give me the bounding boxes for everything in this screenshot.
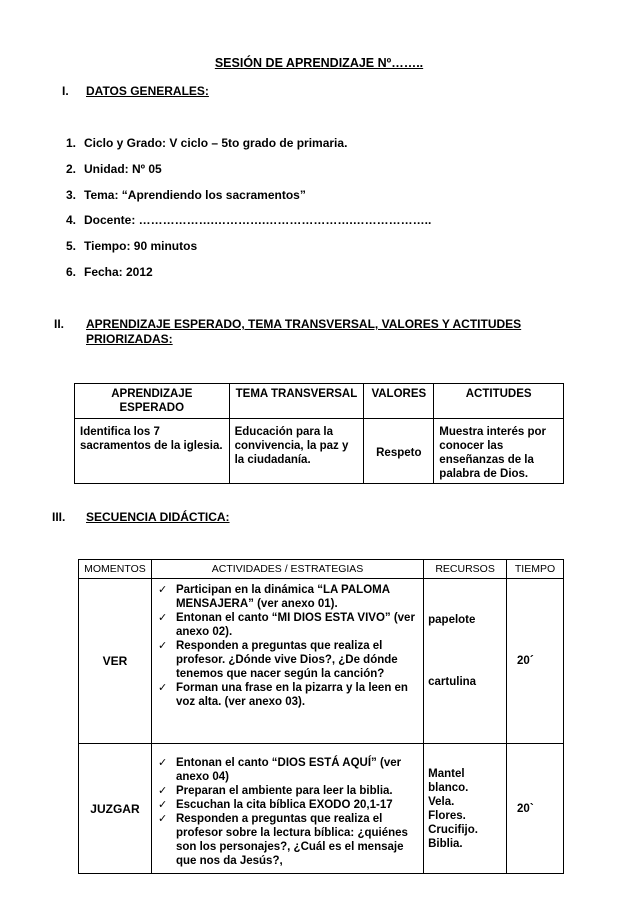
list-item: ✓ Responden a preguntas que realiza el profesor sobre la lectura bíblica: ¿quiénes son los personajes?, ¿Cuál es el mensaje que nos da Jesús?, (156, 812, 419, 868)
section-3-numeral: III. (52, 510, 66, 524)
list-item: ✓ Entonan el canto “MI DIOS ESTA VIVO” (ver anexo 02). (156, 611, 419, 639)
column-header: TEMA TRANSVERSAL (229, 384, 364, 419)
column-header: ACTIVIDADES / ESTRATEGIAS (151, 560, 423, 579)
list-item: 1. Ciclo y Grado: V ciclo – 5to grado de primaria. (66, 136, 348, 150)
list-item: ✓ Responden a preguntas que realiza el profesor. ¿Dónde vive Dios?, ¿De dónde tenemos que nacer según la canción? (156, 639, 419, 681)
resource-item: Mantel blanco. (428, 767, 469, 794)
table-header-row (75, 384, 564, 419)
list-item: ✓ Escuchan la cita bíblica EXODO 20,1-17 (156, 798, 419, 812)
table-row (75, 419, 564, 484)
table-row (79, 579, 564, 744)
list-item: 3. Tema: “Aprendiendo los sacramentos” (66, 188, 306, 202)
table-cell: Educación para la convivencia, la paz y la ciudadanía. (229, 419, 364, 484)
column-header: TIEMPO (507, 560, 564, 579)
resources-cell (424, 744, 507, 874)
list-item: 5. Tiempo: 90 minutos (66, 239, 198, 253)
column-header: APRENDIZAJE ESPERADO (75, 384, 230, 419)
resources-cell (424, 579, 507, 744)
table-cell: Respeto (364, 419, 434, 484)
sequence-table (78, 559, 564, 874)
list-item: ✓ Participan en la dinámica “LA PALOMA MENSAJERA” (ver anexo 01). (156, 583, 419, 611)
section-2-numeral: II. (54, 317, 65, 331)
list-item: 4. Docente: ……………….………….………………….……………….. (66, 213, 432, 227)
column-header: ACTITUDES (434, 384, 564, 419)
resource-item: Crucifijo. (428, 823, 478, 836)
activities-cell (151, 744, 423, 874)
list-item: ✓ Forman una frase en la pizarra y la leen en voz alta. (ver anexo 03). (156, 681, 419, 709)
moment-label: JUZGAR (79, 744, 152, 874)
table-row (79, 744, 564, 874)
column-header: RECURSOS (424, 560, 507, 579)
time-cell: 20` (507, 744, 564, 874)
section-1-heading: DATOS GENERALES: (86, 84, 209, 98)
table-cell: Muestra interés por conocer las enseñanzas de la palabra de Dios. (434, 419, 564, 484)
time-cell: 20´ (507, 579, 564, 744)
list-item: ✓ Preparan el ambiente para leer la biblia. (156, 784, 419, 798)
resource-item: cartulina (428, 676, 477, 688)
table-header-row (79, 560, 564, 579)
list-item: 2. Unidad: Nº 05 (66, 162, 162, 176)
column-header: VALORES (364, 384, 434, 419)
column-header: MOMENTOS (79, 560, 152, 579)
list-item: ✓ Entonan el canto “DIOS ESTÁ AQUÍ” (ver anexo 04) (156, 756, 419, 784)
resource-item: Vela. (428, 795, 455, 808)
table-cell: Identifica los 7 sacramentos de la iglesia. (75, 419, 230, 484)
section-1-numeral: I. (62, 84, 69, 98)
page-title: SESIÓN DE APRENDIZAJE Nº…….. (214, 56, 424, 70)
section-2-heading: APRENDIZAJE ESPERADO, TEMA TRANSVERSAL, VALORES Y ACTITUDES PRIORIZADAS: (86, 317, 522, 346)
moment-label: VER (79, 579, 152, 744)
resource-item: papelote (428, 614, 476, 626)
section-3-heading: SECUENCIA DIDÁCTICA: (86, 510, 230, 524)
activities-cell (151, 579, 423, 744)
resource-item: Biblia. (428, 837, 463, 850)
priorities-table (74, 383, 564, 484)
resource-item: Flores. (428, 809, 466, 822)
list-item: 6. Fecha: 2012 (66, 265, 153, 279)
